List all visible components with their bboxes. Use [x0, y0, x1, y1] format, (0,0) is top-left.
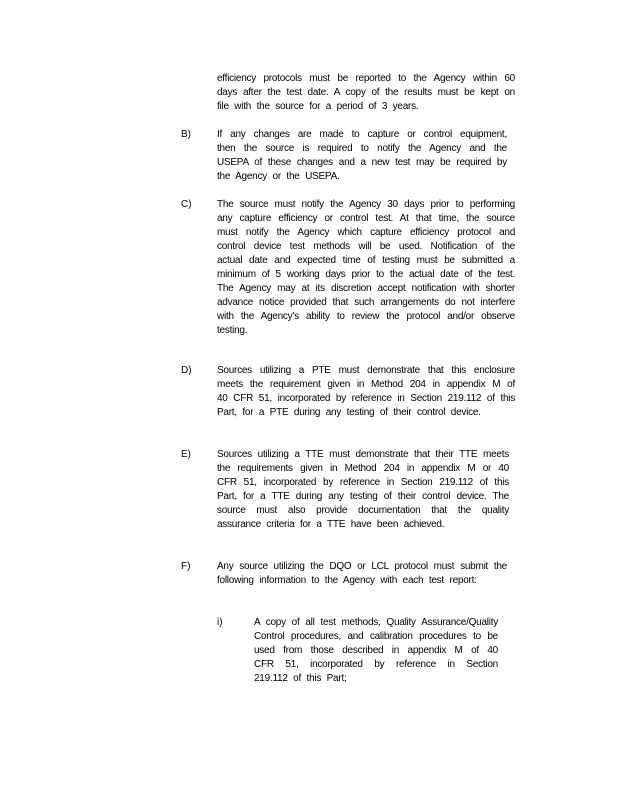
- item-text-b: If any changes are made to capture or control equipment, then the source is required to notify the Agency and the USEPA of these changes and a new test may be required by the Agency or the USEPA.: [217, 129, 507, 182]
- item-label-c: C): [181, 199, 192, 210]
- subitem-label-i: i): [217, 617, 223, 628]
- continuation-paragraph: efficiency protocols must be reported to the Agency within 60 days after the test date. A copy of the results must be kept on file with the source for a period of 3 years.: [217, 73, 515, 112]
- item-label-b: B): [181, 129, 191, 140]
- item-label-d: D): [181, 365, 192, 376]
- item-text-f: Any source utilizing the DQO or LCL protocol must submit the following information to the Agency with each test report:: [217, 561, 507, 586]
- item-label-f: F): [181, 561, 191, 572]
- item-text-e: Sources utilizing a TTE must demonstrate that their TTE meets the requirements given in Method 204 in appendix M or 40 CFR 51, incorporated by reference in Section 219.112 of this Part, for a TTE during any testing of their control device. The source must also provide documentation that the quality assurance criteria for a TTE have been achieved.: [217, 449, 509, 530]
- item-text-c: The source must notify the Agency 30 days prior to performing any capture efficiency or control test. At that time, the source must notify the Agency which capture efficiency protocol and control device test methods will be used. Notification of the actual date and expected time of testing must be submitted a minimum of 5 working days prior to the actual date of the test. The Agency may at its discretion accept notification with shorter advance notice provided that such arrangements do not interfere with the Agency's ability to review the protocol and/or observe testing.: [217, 199, 515, 336]
- item-text-d: Sources utilizing a PTE must demonstrate that this enclosure meets the requirement given in Method 204 in appendix M of 40 CFR 51, incorporated by reference in Section 219.112 of this Part, for a PTE during any testing of their control device.: [217, 365, 515, 418]
- item-label-e: E): [181, 449, 191, 460]
- subitem-text-i: A copy of all test methods, Quality Assurance/Quality Control procedures, and calibration procedures to be used from those described in appendix M of 40 CFR 51, incorporated by reference in Section 219.112 of this Part;: [254, 617, 498, 684]
